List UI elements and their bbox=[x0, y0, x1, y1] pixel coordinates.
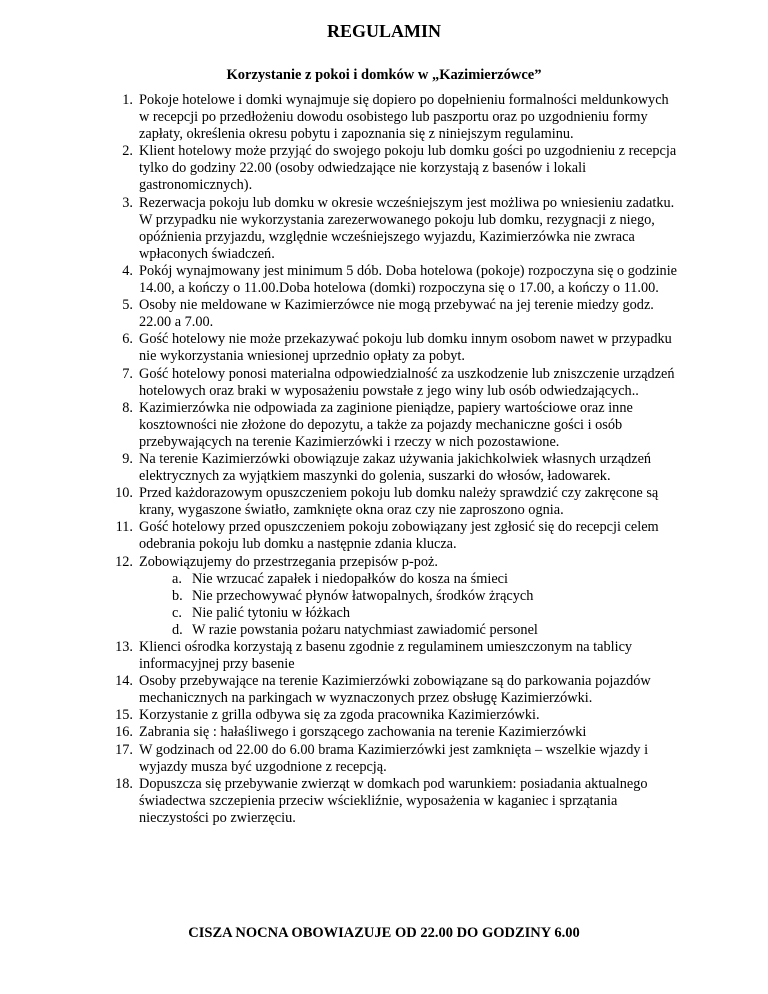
rule-text: Pokój wynajmowany jest minimum 5 dób. Doba hotelowa (pokoje) rozpoczyna się o godzinie 14.00, a kończy o 11.00.Doba hotelowa (domki) rozpoczyna się o 17.00, a kończy o 11.00. bbox=[139, 262, 678, 297]
rule-text: Kazimierzówka nie odpowiada za zaginione pieniądze, papiery wartościowe oraz inne kosztowności nie złożone do depozytu, a także za pojazdy mechaniczne gości i osób przebywających na terenie Kazimierzówki i rzeczy w nich pozostawione. bbox=[139, 399, 633, 450]
rule-item bbox=[107, 400, 677, 451]
rule-text: Gość hotelowy nie może przekazywać pokoju lub domku innym osobom nawet w przypadku nie wykorzystania wniesionej uprzednio opłaty za pobyt. bbox=[139, 331, 672, 365]
rule-text: Korzystanie z grilla odbywa się za zgoda pracownika Kazimierzówki. bbox=[139, 707, 540, 724]
rule-number: 6 . bbox=[107, 331, 133, 348]
rule-number: 4 . bbox=[107, 263, 133, 280]
sub-rule-letter: d . bbox=[172, 622, 183, 639]
rule-item bbox=[107, 742, 677, 776]
document-title: REGULAMIN bbox=[326, 21, 441, 41]
rule-item bbox=[107, 673, 677, 707]
rule-text: Osoby przebywające na terenie Kazimierzówki zobowiązane są do parkowania pojazdów mechanicznych na parkingach w wyznaczonych przez obsługę Kazimierzówki. bbox=[139, 673, 651, 707]
rule-item bbox=[107, 519, 677, 553]
rule-number: 8 . bbox=[107, 400, 133, 417]
rule-item bbox=[107, 639, 677, 673]
sub-rule-item bbox=[172, 605, 677, 622]
rule-text: Przed każdorazowym opuszczeniem pokoju lub domku należy sprawdzić czy zakręcone są krany, wygaszone światło, zamknięte okna oraz czy nie zaproszono ognia. bbox=[139, 485, 659, 519]
rule-text: W godzinach od 22.00 do 6.00 brama Kazimierzówki jest zamknięta – wszelkie wjazdy i wyjazdy musza być uzgodnione z recepcją. bbox=[139, 741, 649, 775]
rule-text: Rezerwacja pokoju lub domku w okresie wcześniejszym jest możliwa po wniesieniu zadatku. W przypadku nie wykorzystania zarezerwowanego pokoju lub domku, rezygnacji z niego, opóźnienia przyjazdu, względnie wcześniejszego wyjazdu, Kazimierzówka nie zwraca wpłaconych świadczeń. bbox=[139, 194, 675, 262]
rule-item bbox=[107, 297, 677, 331]
sub-rule-item bbox=[172, 571, 677, 588]
sub-rule-text: Nie przechowywać płynów łatwopalnych, środków żrących bbox=[192, 587, 534, 604]
rule-number: 18 . bbox=[107, 776, 133, 793]
rule-item bbox=[107, 724, 677, 741]
rule-text: Zabrania się : hałaśliwego i gorszącego zachowania na terenie Kazimierzówki bbox=[139, 724, 587, 741]
rule-number: 14 . bbox=[107, 673, 133, 690]
sub-rule-text: W razie powstania pożaru natychmiast zawiadomić personel bbox=[192, 621, 538, 638]
rule-number: 11 . bbox=[107, 519, 133, 536]
rule-item bbox=[107, 143, 677, 194]
rule-item bbox=[107, 451, 677, 485]
rule-number: 5 . bbox=[107, 297, 133, 314]
sub-rule-letter: b . bbox=[172, 588, 183, 605]
rule-text: Dopuszcza się przebywanie zwierząt w domkach pod warunkiem: posiadania aktualnego świadectwa szczepienia przeciw wściekliźnie, wyposażenia w kaganiec i sprzątania nieczystości po zwierzęciu. bbox=[139, 775, 648, 826]
rule-item bbox=[107, 707, 677, 724]
rule-number: 3 . bbox=[107, 195, 133, 212]
sub-rule-item bbox=[172, 622, 677, 639]
rule-text: Gość hotelowy ponosi materialna odpowiedzialność za uszkodzenie lub zniszczenie urządzeń hotelowych oraz braki w wyposażeniu powstałe z jego winy lub osób odwiedzających.. bbox=[139, 365, 675, 399]
sub-rule-letter: a . bbox=[172, 571, 182, 588]
rule-number: 16 . bbox=[107, 724, 133, 741]
rule-number: 2 . bbox=[107, 143, 133, 160]
rule-item bbox=[107, 92, 677, 143]
rule-item bbox=[107, 554, 677, 639]
rule-number: 15 . bbox=[107, 707, 133, 724]
rule-number: 10 . bbox=[107, 485, 133, 502]
rule-text: Pokoje hotelowe i domki wynajmuje się dopiero po dopełnieniu formalności meldunkowych w recepcji po przedłożeniu dowodu osobistego lub paszportu oraz po uzgodnieniu formy zapłaty, określenia okresu pobytu i zapoznania się z niniejszym regulaminu. bbox=[139, 92, 669, 143]
rule-number: 12 . bbox=[107, 554, 133, 571]
sub-rule-text: Nie wrzucać zapałek i niedopałków do kosza na śmieci bbox=[192, 570, 508, 587]
rule-item bbox=[107, 263, 677, 297]
rule-item bbox=[107, 331, 677, 365]
rule-text: Osoby nie meldowane w Kazimierzówce nie mogą przebywać na jej terenie miedzy godz. 22.00 a 7.00. bbox=[139, 297, 654, 331]
fire-safety-sublist bbox=[139, 571, 677, 639]
rule-text: Gość hotelowy przed opuszczeniem pokoju zobowiązany jest zgłosić się do recepcji celem odebrania pokoju lub domku a następnie zdania klucza. bbox=[139, 519, 659, 553]
rule-text: Klienci ośrodka korzystają z basenu zgodnie z regulaminem umieszczonym na tablicy informacyjnej przy basenie bbox=[139, 639, 633, 673]
rule-text: Na terenie Kazimierzówki obowiązuje zakaz używania jakichkolwiek własnych urządzeń elektrycznych za wyjątkiem maszynki do golenia, suszarki do włosów, ładowarek. bbox=[139, 450, 652, 485]
sub-rule-letter: c . bbox=[172, 605, 182, 622]
rule-number: 7 . bbox=[107, 366, 133, 383]
rule-item bbox=[107, 195, 677, 263]
quiet-hours-notice: CISZA NOCNA OBOWIAZUJE OD 22.00 DO GODZINY 6.00 bbox=[188, 925, 580, 941]
sub-rule-item bbox=[172, 588, 677, 605]
document-subtitle: Korzystanie z pokoi i domków w „Kazimierzówce” bbox=[226, 67, 542, 83]
rule-number: 17 . bbox=[107, 742, 133, 759]
rule-number: 9 . bbox=[107, 451, 133, 468]
rules-list bbox=[107, 92, 677, 827]
rule-number: 1 . bbox=[107, 92, 133, 109]
rule-text: Klient hotelowy może przyjąć do swojego pokoju lub domku gości po uzgodnieniu z recepcja tylko do godziny 22.00 (osoby odwiedzające nie korzystają z basenów i lokali gastronomicznych). bbox=[139, 143, 677, 194]
rule-item bbox=[107, 485, 677, 519]
sub-rule-text: Nie palić tytoniu w łóżkach bbox=[192, 604, 351, 621]
rule-text: Zobowiązujemy do przestrzegania przepisów p-poż. bbox=[139, 553, 438, 570]
rule-item bbox=[107, 366, 677, 400]
rule-number: 13 . bbox=[107, 639, 133, 656]
rule-item bbox=[107, 776, 677, 827]
